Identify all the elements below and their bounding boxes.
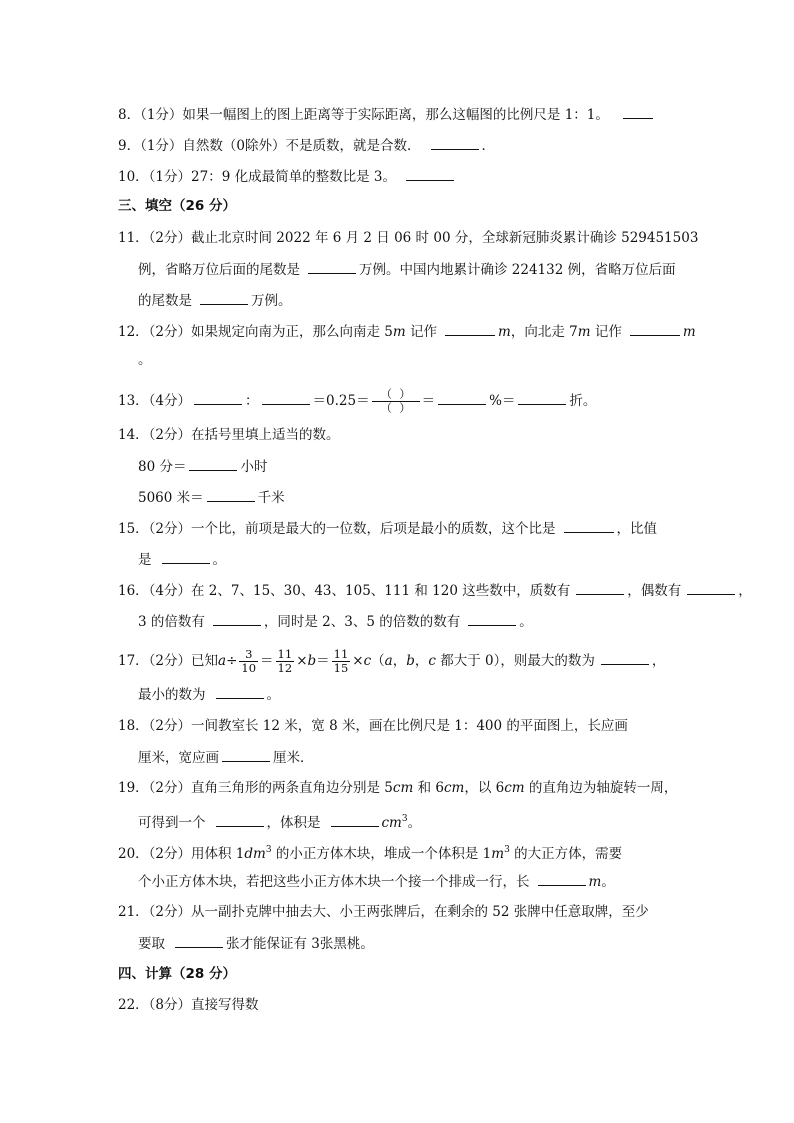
answer-blank[interactable] [438, 390, 486, 405]
question-17-line2: 最小的数为 。 [138, 684, 674, 705]
answer-blank[interactable] [262, 390, 310, 405]
question-17: 17．（2分）已知a÷ $\frac{3}{10}$ ＝ $\frac{11}{12}$ ×b＝ $\frac{11}{15}$ ×c（a，b，c 都大于 0），则最大的数为 ， [118, 647, 666, 675]
question-22: 22．（8分）直接写得数 [118, 997, 259, 1013]
question-19: 19．（2分）直角三角形的两条直角边分别是 5cm 和 6cm，以 6cm 的直角边为轴旋转一周， [118, 780, 678, 796]
answer-blank[interactable] [518, 390, 566, 405]
answer-blank[interactable] [576, 580, 624, 595]
question-11: 11．（2分）截止北京时间 2022 年 6 月 2 日 06 时 00 分，全球新冠肺炎累计确诊 529451503 [118, 230, 699, 246]
answer-blank[interactable] [687, 580, 735, 595]
answer-blank[interactable] [175, 933, 223, 948]
question-21: 21．（2分）从一副扑克牌中抽去大、小王两张牌后，在剩余的 52 张牌中任意取牌，至少 [118, 904, 649, 920]
question-18: 18．（2分）一间教室长 12 米，宽 8 米，画在比例尺是 1：400 的平面图上，长应画 [118, 718, 628, 734]
question-15: 15．（2分）一个比，前项是最大的一位数，后项是最小的质数，这个比是 ，比值 [118, 518, 674, 539]
question-13: 13．（4分） ： ＝0.25＝ $\frac{( )}{( )}$ ＝ %＝ 折。 [118, 387, 597, 415]
question-11-line3: 的尾数是 万例。 [138, 290, 674, 311]
answer-blank[interactable] [468, 611, 516, 626]
question-9: 9．（1分）自然数（0除外）不是质数，就是合数． ． [118, 135, 674, 156]
fraction-3-10: $\frac{3}{10}$ [241, 647, 257, 675]
question-10: 10．（1分）27：9 化成最简单的整数比是 3。 [118, 166, 674, 187]
answer-blank[interactable] [200, 290, 248, 305]
question-15-line2: 是 。 [138, 549, 674, 570]
section-heading-4: 四、计算（28 分） [118, 966, 236, 982]
question-12-line2: 。 [138, 352, 152, 368]
question-14: 14．（2分）在括号里填上适当的数。 [118, 427, 340, 443]
answer-blank[interactable] [431, 135, 479, 150]
answer-blank[interactable] [213, 611, 261, 626]
question-21-line2: 要取 张才能保证有 3张黑桃。 [138, 933, 674, 954]
answer-blank[interactable] [331, 812, 379, 827]
question-8: 8．（1分）如果一幅图上的图上距离等于实际距离，那么这幅图的比例尺是 1：1。 [118, 104, 674, 125]
answer-blank[interactable] [207, 487, 255, 502]
answer-blank[interactable] [630, 321, 680, 336]
question-20-line2: 个小正方体木块，若把这些小正方体木块一个接一个排成一行，长 m。 [138, 871, 674, 892]
question-11-line2: 例，省略万位后面的尾数是 万例。中国内地累计确诊 224132 例，省略万位后面 [138, 259, 674, 280]
answer-blank[interactable] [216, 684, 264, 699]
question-12: 12．（2分）如果规定向南为正，那么向南走 5m 记作 m，向北走 7m 记作 m [118, 321, 674, 342]
question-20: 20．（2分）用体积 $1dm^3$ 的小正方体木块，堆成一个体积是 $1m^3$ 的大正方体，需要 [118, 845, 623, 862]
answer-blank[interactable] [538, 871, 586, 886]
answer-blank[interactable] [445, 321, 495, 336]
fraction-blank[interactable]: $\frac{( )}{( )}$ [372, 388, 420, 415]
question-16: 16．（4分）在 2、7、15、30、43、105、111 和 120 这些数中，质数有 ，偶数有 ， [118, 580, 674, 601]
fraction-11-15: $\frac{11}{15}$ [333, 647, 349, 675]
question-14-row2: 5060 米＝ 千米 [138, 487, 674, 508]
fraction-11-12: $\frac{11}{12}$ [277, 647, 293, 675]
answer-blank[interactable] [216, 812, 264, 827]
answer-blank[interactable] [222, 747, 270, 762]
section-heading-3: 三、填空（26 分） [118, 198, 236, 214]
answer-blank[interactable] [406, 166, 454, 181]
answer-blank[interactable] [189, 456, 237, 471]
question-18-line2: 厘米，宽应画 厘米． [138, 747, 674, 768]
question-14-row1: 80 分＝ 小时 [138, 456, 674, 477]
answer-blank[interactable] [194, 390, 242, 405]
question-19-line2: 可得到一个 ，体积是 $cm^3$。 [138, 814, 422, 831]
answer-blank[interactable] [564, 518, 614, 533]
answer-blank[interactable] [308, 259, 356, 274]
answer-blank[interactable] [162, 549, 210, 564]
question-16-line2: 3 的倍数有 ，同时是 2、3、5 的倍数的数有 。 [138, 611, 674, 632]
answer-blank[interactable] [623, 104, 653, 119]
answer-blank[interactable] [601, 650, 649, 665]
